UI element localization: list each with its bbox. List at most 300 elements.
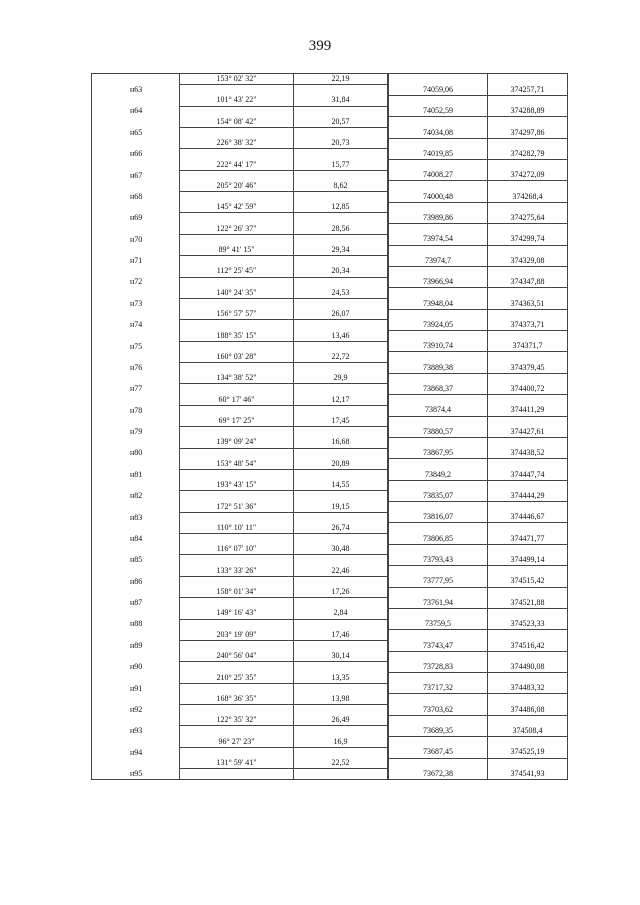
y-coordinate: 374523,33 <box>488 619 568 630</box>
table-row-segment <box>92 309 568 320</box>
empty-cell <box>294 341 388 352</box>
empty-cell <box>294 127 388 138</box>
point-name: н71 <box>92 256 180 267</box>
point-name: н95 <box>92 769 180 780</box>
table-row-segment <box>92 181 568 192</box>
y-coordinate: 374379,45 <box>488 363 568 374</box>
table-row-point <box>92 213 568 224</box>
empty-cell <box>294 705 388 716</box>
x-coordinate: 73880,57 <box>389 427 488 438</box>
x-coordinate: 73777,95 <box>389 576 488 587</box>
point-name: н69 <box>92 213 180 224</box>
empty-cell <box>92 630 180 641</box>
empty-cell <box>180 298 294 309</box>
table-row-point <box>92 277 568 288</box>
empty-cell <box>294 555 388 566</box>
table-row-point <box>92 106 568 117</box>
point-name: н70 <box>92 234 180 245</box>
empty-cell <box>92 224 180 235</box>
empty-cell <box>389 630 488 641</box>
bearing-angle: 226° 38' 32" <box>180 138 294 149</box>
point-name: н86 <box>92 576 180 587</box>
empty-cell <box>389 459 488 470</box>
x-coordinate: 73816,07 <box>389 512 488 523</box>
table-row-segment <box>92 437 568 448</box>
segment-length: 22,19 <box>294 74 388 85</box>
point-name: н73 <box>92 298 180 309</box>
x-coordinate: 73743,47 <box>389 640 488 651</box>
bearing-angle: 122° 35' 32" <box>180 715 294 726</box>
empty-cell <box>294 576 388 587</box>
empty-cell <box>389 202 488 213</box>
y-coordinate: 374499,14 <box>488 555 568 566</box>
empty-cell <box>180 363 294 374</box>
point-name: н65 <box>92 127 180 138</box>
empty-cell <box>92 715 180 726</box>
y-coordinate: 374508,4 <box>488 726 568 737</box>
y-coordinate: 374275,64 <box>488 213 568 224</box>
empty-cell <box>488 480 568 491</box>
y-coordinate: 374444,29 <box>488 491 568 502</box>
y-coordinate: 374541,93 <box>488 769 568 780</box>
x-coordinate: 73703,62 <box>389 705 488 716</box>
empty-cell <box>180 149 294 160</box>
point-name: н92 <box>92 705 180 716</box>
empty-cell <box>180 384 294 395</box>
empty-cell <box>488 181 568 192</box>
table-row-segment <box>92 416 568 427</box>
x-coordinate: 73759,5 <box>389 619 488 630</box>
x-coordinate: 73728,83 <box>389 662 488 673</box>
segment-length: 15,77 <box>294 160 388 171</box>
empty-cell <box>180 85 294 96</box>
point-name: н67 <box>92 170 180 181</box>
empty-cell <box>488 758 568 769</box>
segment-length: 24,53 <box>294 288 388 299</box>
bearing-angle: 240° 56' 04" <box>180 651 294 662</box>
point-name: н72 <box>92 277 180 288</box>
empty-cell <box>180 491 294 502</box>
empty-cell <box>389 480 488 491</box>
empty-cell <box>294 512 388 523</box>
bearing-angle: 122° 26' 37" <box>180 224 294 235</box>
empty-cell <box>180 106 294 117</box>
table-row-segment <box>92 352 568 363</box>
table-row-point <box>92 769 568 780</box>
empty-cell <box>488 202 568 213</box>
y-coordinate: 374438,52 <box>488 448 568 459</box>
segment-length: 28,56 <box>294 224 388 235</box>
empty-cell <box>389 395 488 406</box>
empty-cell <box>180 469 294 480</box>
table-row-point <box>92 192 568 203</box>
bearing-angle: 140° 24' 35" <box>180 288 294 299</box>
empty-cell <box>488 715 568 726</box>
empty-cell <box>180 170 294 181</box>
segment-length: 22,46 <box>294 566 388 577</box>
empty-cell <box>180 277 294 288</box>
segment-length: 16,68 <box>294 437 388 448</box>
empty-cell <box>294 277 388 288</box>
bearing-angle: 172° 51' 36" <box>180 502 294 513</box>
empty-cell <box>294 213 388 224</box>
bearing-angle: 60° 17' 46" <box>180 395 294 406</box>
bearing-angle: 154° 08' 42" <box>180 117 294 128</box>
point-name: н89 <box>92 640 180 651</box>
empty-cell <box>180 256 294 267</box>
x-coordinate: 74034,08 <box>389 127 488 138</box>
table-row-point <box>92 363 568 374</box>
bearing-angle: 133° 33' 26" <box>180 566 294 577</box>
empty-cell <box>389 309 488 320</box>
empty-cell <box>389 331 488 342</box>
empty-cell <box>389 224 488 235</box>
table-row-point <box>92 534 568 545</box>
table-row-point <box>92 149 568 160</box>
x-coordinate: 73974,54 <box>389 234 488 245</box>
empty-cell <box>294 234 388 245</box>
empty-cell <box>92 138 180 149</box>
empty-cell <box>294 619 388 630</box>
point-name: н75 <box>92 341 180 352</box>
empty-cell <box>180 640 294 651</box>
segment-length: 13,46 <box>294 331 388 342</box>
empty-cell <box>488 737 568 748</box>
empty-cell <box>488 288 568 299</box>
table-row-segment <box>92 630 568 641</box>
y-coordinate: 374515,42 <box>488 576 568 587</box>
table-row-segment <box>92 651 568 662</box>
point-name: н82 <box>92 491 180 502</box>
empty-cell <box>180 427 294 438</box>
empty-cell <box>389 715 488 726</box>
empty-cell <box>294 469 388 480</box>
empty-cell <box>488 523 568 534</box>
table-row-point <box>92 576 568 587</box>
empty-cell <box>294 662 388 673</box>
table-row-segment <box>92 331 568 342</box>
y-coordinate: 374525,19 <box>488 747 568 758</box>
point-name: н93 <box>92 726 180 737</box>
bearing-angle: 131° 59' 41" <box>180 758 294 769</box>
empty-cell <box>488 502 568 513</box>
table-row-segment <box>92 202 568 213</box>
segment-length: 26,49 <box>294 715 388 726</box>
boundary-coordinates-table <box>91 73 568 780</box>
segment-length: 17,46 <box>294 630 388 641</box>
bearing-angle: 110° 10' 11" <box>180 523 294 534</box>
empty-cell <box>389 117 488 128</box>
empty-cell <box>92 608 180 619</box>
point-name: н79 <box>92 427 180 438</box>
bearing-angle: 210° 25' 35" <box>180 673 294 684</box>
empty-cell <box>389 181 488 192</box>
bearing-angle: 203° 19' 09" <box>180 630 294 641</box>
y-coordinate: 374297,86 <box>488 127 568 138</box>
empty-cell <box>294 448 388 459</box>
table-row-segment <box>92 138 568 149</box>
bearing-angle: 188° 35' 15" <box>180 331 294 342</box>
table-row-point <box>92 384 568 395</box>
segment-length: 31,84 <box>294 95 388 106</box>
table-row-point <box>92 705 568 716</box>
segment-length: 29,9 <box>294 373 388 384</box>
point-name: н64 <box>92 106 180 117</box>
y-coordinate: 374282,79 <box>488 149 568 160</box>
empty-cell <box>488 459 568 470</box>
table-row-point <box>92 555 568 566</box>
empty-cell <box>180 127 294 138</box>
empty-cell <box>180 619 294 630</box>
empty-cell <box>180 320 294 331</box>
empty-cell <box>488 95 568 106</box>
empty-cell <box>488 544 568 555</box>
table-row-segment <box>92 266 568 277</box>
empty-cell <box>92 651 180 662</box>
segment-length: 22,72 <box>294 352 388 363</box>
empty-cell <box>488 416 568 427</box>
point-name: н91 <box>92 683 180 694</box>
x-coordinate: 73966,94 <box>389 277 488 288</box>
table-row-point <box>92 256 568 267</box>
empty-cell <box>92 587 180 598</box>
bearing-angle: 205° 20' 46" <box>180 181 294 192</box>
empty-cell <box>180 534 294 545</box>
table-row-point <box>92 170 568 181</box>
empty-cell <box>488 395 568 406</box>
empty-cell <box>488 437 568 448</box>
segment-length: 20,73 <box>294 138 388 149</box>
x-coordinate: 73867,95 <box>389 448 488 459</box>
empty-cell <box>389 502 488 513</box>
y-coordinate: 374447,74 <box>488 469 568 480</box>
empty-cell <box>294 598 388 609</box>
bearing-angle: 160° 03' 28" <box>180 352 294 363</box>
empty-cell <box>180 726 294 737</box>
table-row-point <box>92 405 568 416</box>
empty-cell <box>180 576 294 587</box>
x-coordinate: 73874,4 <box>389 405 488 416</box>
empty-cell <box>389 373 488 384</box>
empty-cell <box>294 149 388 160</box>
empty-cell <box>294 363 388 374</box>
segment-length: 19,15 <box>294 502 388 513</box>
y-coordinate: 374268,4 <box>488 192 568 203</box>
empty-cell <box>389 266 488 277</box>
empty-cell <box>180 705 294 716</box>
table-row-point <box>92 619 568 630</box>
table-row-segment <box>92 288 568 299</box>
empty-cell <box>294 298 388 309</box>
empty-cell <box>180 213 294 224</box>
y-coordinate: 374483,32 <box>488 683 568 694</box>
empty-cell <box>180 769 294 780</box>
bearing-angle: 112° 25' 45" <box>180 266 294 277</box>
segment-length: 20,34 <box>294 266 388 277</box>
table-row-point <box>92 683 568 694</box>
empty-cell <box>389 138 488 149</box>
empty-cell <box>92 245 180 256</box>
empty-cell <box>488 224 568 235</box>
table-row-point <box>92 298 568 309</box>
x-coordinate: 74059,06 <box>389 85 488 96</box>
segment-length: 12,85 <box>294 202 388 213</box>
empty-cell <box>488 587 568 598</box>
empty-cell <box>92 202 180 213</box>
empty-cell <box>92 566 180 577</box>
y-coordinate: 374299,74 <box>488 234 568 245</box>
empty-cell <box>488 373 568 384</box>
empty-cell <box>389 160 488 171</box>
x-coordinate: 74008,27 <box>389 170 488 181</box>
empty-cell <box>180 683 294 694</box>
x-coordinate: 73717,32 <box>389 683 488 694</box>
empty-cell <box>294 726 388 737</box>
bearing-angle: 139° 09' 24" <box>180 437 294 448</box>
table-row-point <box>92 448 568 459</box>
empty-cell <box>92 288 180 299</box>
point-name: н68 <box>92 192 180 203</box>
point-name: н94 <box>92 747 180 758</box>
table-row-segment <box>92 117 568 128</box>
empty-cell <box>180 512 294 523</box>
y-coordinate: 374347,88 <box>488 277 568 288</box>
x-coordinate: 74052,59 <box>389 106 488 117</box>
table-row-segment <box>92 502 568 513</box>
empty-cell <box>180 234 294 245</box>
empty-cell <box>294 491 388 502</box>
empty-cell <box>92 544 180 555</box>
empty-cell <box>92 373 180 384</box>
empty-cell <box>488 74 568 85</box>
empty-cell <box>294 683 388 694</box>
x-coordinate: 73806,85 <box>389 534 488 545</box>
point-name: н85 <box>92 555 180 566</box>
table-row-segment <box>92 694 568 705</box>
empty-cell <box>294 534 388 545</box>
table-row-point <box>92 320 568 331</box>
point-name: н81 <box>92 469 180 480</box>
empty-cell <box>180 747 294 758</box>
table-row-segment <box>92 373 568 384</box>
segment-length: 26,74 <box>294 523 388 534</box>
y-coordinate: 374490,08 <box>488 662 568 673</box>
empty-cell <box>389 673 488 684</box>
empty-cell <box>92 694 180 705</box>
empty-cell <box>488 673 568 684</box>
table-row-point <box>92 747 568 758</box>
segment-length: 30,48 <box>294 544 388 555</box>
table-row-segment <box>92 245 568 256</box>
segment-length: 12,17 <box>294 395 388 406</box>
empty-cell <box>92 416 180 427</box>
point-name: н78 <box>92 405 180 416</box>
empty-cell <box>389 74 488 85</box>
empty-cell <box>488 630 568 641</box>
table-row-segment <box>92 74 568 85</box>
x-coordinate: 74000,48 <box>389 192 488 203</box>
table-row-segment <box>92 673 568 684</box>
table-row-point <box>92 640 568 651</box>
table-row-point <box>92 512 568 523</box>
point-name: н63 <box>92 85 180 96</box>
table-row-segment <box>92 523 568 534</box>
y-coordinate: 374471,77 <box>488 534 568 545</box>
table-row-segment <box>92 224 568 235</box>
empty-cell <box>389 416 488 427</box>
bearing-angle: 89° 41' 15" <box>180 245 294 256</box>
empty-cell <box>294 192 388 203</box>
empty-cell <box>92 523 180 534</box>
y-coordinate: 374446,67 <box>488 512 568 523</box>
empty-cell <box>389 544 488 555</box>
empty-cell <box>488 566 568 577</box>
table-row-point <box>92 341 568 352</box>
segment-length: 29,34 <box>294 245 388 256</box>
empty-cell <box>488 352 568 363</box>
table-row-segment <box>92 395 568 406</box>
y-coordinate: 374521,88 <box>488 598 568 609</box>
empty-cell <box>488 608 568 619</box>
x-coordinate: 73793,43 <box>389 555 488 566</box>
x-coordinate: 73910,74 <box>389 341 488 352</box>
page-number: 399 <box>308 38 332 54</box>
y-coordinate: 374363,51 <box>488 298 568 309</box>
x-coordinate: 73689,35 <box>389 726 488 737</box>
x-coordinate: 73761,94 <box>389 598 488 609</box>
x-coordinate: 73948,04 <box>389 298 488 309</box>
point-name: н66 <box>92 149 180 160</box>
y-coordinate: 374257,71 <box>488 85 568 96</box>
empty-cell <box>294 85 388 96</box>
bearing-angle: 222° 44' 17" <box>180 160 294 171</box>
empty-cell <box>92 459 180 470</box>
x-coordinate: 73687,45 <box>389 747 488 758</box>
point-name: н76 <box>92 363 180 374</box>
empty-cell <box>92 181 180 192</box>
point-name: н74 <box>92 320 180 331</box>
table-row-segment <box>92 95 568 106</box>
x-coordinate: 73849,2 <box>389 469 488 480</box>
segment-length: 26,07 <box>294 309 388 320</box>
x-coordinate: 74019,85 <box>389 149 488 160</box>
segment-length: 13,35 <box>294 673 388 684</box>
table-row-point <box>92 726 568 737</box>
empty-cell <box>488 138 568 149</box>
point-name: н87 <box>92 598 180 609</box>
y-coordinate: 374288,89 <box>488 106 568 117</box>
bearing-angle: 168° 36' 35" <box>180 694 294 705</box>
empty-cell <box>389 95 488 106</box>
empty-cell <box>180 448 294 459</box>
empty-cell <box>92 502 180 513</box>
table-row-segment <box>92 480 568 491</box>
bearing-angle: 116° 07' 10" <box>180 544 294 555</box>
point-name: н90 <box>92 662 180 673</box>
empty-cell <box>180 662 294 673</box>
empty-cell <box>488 245 568 256</box>
y-coordinate: 374272,09 <box>488 170 568 181</box>
segment-length: 16,9 <box>294 737 388 748</box>
segment-length: 13,98 <box>294 694 388 705</box>
y-coordinate: 374371,7 <box>488 341 568 352</box>
bearing-angle: 153° 48' 54" <box>180 459 294 470</box>
segment-length: 17,45 <box>294 416 388 427</box>
segment-length: 20,89 <box>294 459 388 470</box>
empty-cell <box>180 598 294 609</box>
empty-cell <box>92 160 180 171</box>
table-row-point <box>92 491 568 502</box>
